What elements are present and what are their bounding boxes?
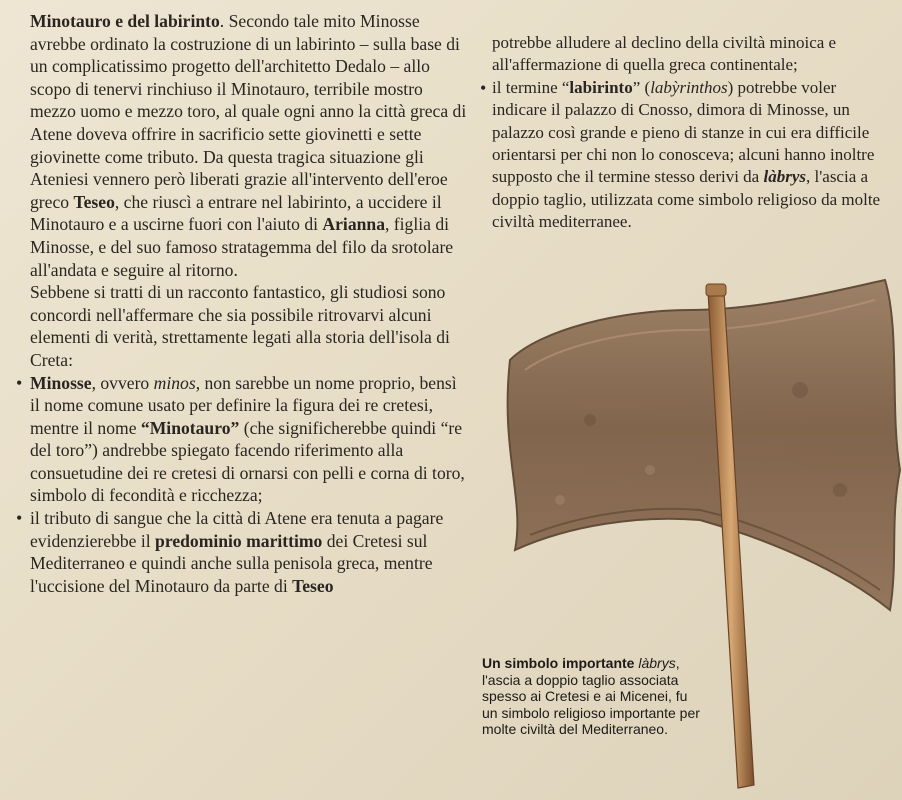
text-run: il tributo di sangue che la città di Atene era tenuta a pagare evidenzierebbe il — [30, 508, 444, 551]
paragraph — [30, 10, 468, 281]
text-run: Teseo — [292, 575, 334, 596]
text-run: il termine “ — [492, 77, 570, 97]
text-run: , figlia di Minosse, e del suo famoso stratagemma del filo da srotolare all'andata e seguire al ritorno. — [30, 214, 454, 280]
text-run: labỳrinthos — [650, 77, 728, 97]
text-run: ” ( — [632, 77, 651, 97]
left-text-column — [30, 10, 468, 597]
paragraph — [30, 281, 468, 371]
text-run: predominio marittimo — [155, 530, 323, 551]
caption-body: , l'ascia a doppio taglio associata spesso ai Cretesi e ai Micenei, fu un simbolo religioso importante per molte civiltà del Mediterraneo. — [482, 655, 700, 738]
text-run: Arianna — [322, 214, 385, 235]
text-run: làbrys — [763, 167, 806, 187]
text-run: dei Cretesi sul Mediterraneo e quindi anche sulla penisola greca, mentre l'uccisione del Minotauro da parte di — [30, 530, 433, 596]
text-run: , l'ascia a doppio taglio, utilizzata come simbolo religioso da molte civiltà mediterranee. — [492, 167, 881, 232]
text-run: “Minotauro” — [140, 417, 240, 438]
text-run: ) potrebbe voler indicare il palazzo di Cnosso, dimora di Minosse, un palazzo così grande e pieno di stanze in cui era difficile orientarsi per chi non lo conosceva; alcuni hanno inoltre supposto che il termine stesso derivi da — [492, 77, 875, 187]
text-run: Minosse — [30, 372, 92, 393]
paragraph — [492, 32, 892, 77]
caption-term: làbrys — [638, 655, 676, 671]
text-run: labirinto — [569, 77, 633, 97]
bullet-paragraph — [30, 507, 468, 597]
text-run: , che riuscì a entrare nel labirinto, a uccidere il Minotauro e a uscirne fuori con l'aiuto di — [30, 191, 442, 235]
right-text-column — [492, 32, 892, 234]
text-run: , non sarebbe un nome proprio, bensì il nome comune usato per definire la figura dei re cretesi, mentre il nome — [30, 372, 457, 438]
text-run: potrebbe alludere al declino della civiltà minoica e all'affermazione di quella greca continentale; — [492, 33, 837, 75]
text-run: . Secondo tale mito Minosse avrebbe ordinato la costruzione di un labirinto – sulla base di un complicatissimo progetto dell'architetto Dedalo – allo scopo di tenervi rinchiuso il Minotauro, terribile mostro mezzo uomo e mezzo toro, al quale ogni anno la città greca di Atene doveva offrire in sacrificio sette giovinetti e sette giovinette come tributo. Da questa tragica situazione gli Ateniesi vennero però liberati grazie all'intervento dell'eroe greco — [30, 11, 467, 212]
text-run: minos — [153, 372, 196, 393]
text-run: , ovvero — [91, 372, 154, 393]
text-run: Sebbene si tratti di un racconto fantastico, gli studiosi sono concordi nell'affermare che sia possibile ritrovarvi alcuni elementi di verità, strettamente legati alla storia dell'isola di Creta: — [30, 282, 450, 370]
text-run: Teseo — [73, 191, 115, 212]
image-caption — [482, 655, 702, 738]
text-run: (che significherebbe quindi “re del toro”) andrebbe spiegato facendo riferimento alla consuetudine dei re cretesi di ornarsi con pelli e corna di toro, simbolo di fecondità e ricchezza; — [30, 417, 465, 506]
bullet-paragraph — [30, 372, 468, 508]
caption-title: Un simbolo importante — [482, 655, 635, 671]
bullet-paragraph — [492, 77, 892, 234]
text-run: Minotauro e del labirinto — [30, 11, 220, 31]
